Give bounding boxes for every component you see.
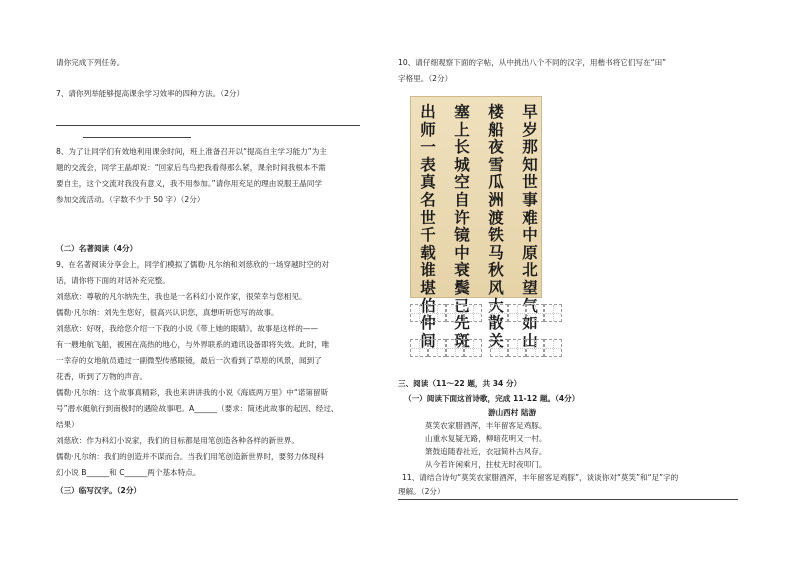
question-10-line-1: 10、请仔细观察下面的字帖，从中挑出八个不同的汉字，用楷书将它们写在“田” (398, 58, 667, 67)
intro-text: 请你完成下列任务。 (56, 58, 125, 67)
poem-title: 游山西村 陆游 (488, 408, 537, 417)
dialogue-line: 花香，听到了万物的声音。 (56, 372, 148, 381)
poem-line: 箫鼓追随春社近，衣冠简朴古风存。 (425, 447, 547, 456)
tianzige-cell[interactable] (544, 304, 562, 322)
poem-line: 山重水复疑无路，柳暗花明又一村。 (425, 434, 547, 443)
dialogue-line: 刘慈欣：尊敬的凡尔纳先生，我也是一名科幻小说作家，很荣幸与您相见。 (56, 292, 307, 301)
tianzige-cell[interactable] (526, 304, 544, 322)
subsection-heading-poem: （一）阅读下面这首诗歌，完成 11-12 题。（4分） (404, 394, 580, 403)
question-11-line-1: 11、请结合诗句“莫笑农家腊酒浑，丰年留客足鸡豚”，谈谈你对“莫笑”和“足”字的 (402, 473, 679, 482)
dialogue-line-blanks-bc: 幻小说 B______和 C______两个基本特点。 (56, 468, 201, 477)
answer-line (56, 125, 360, 126)
dialogue-line: 儒勒·凡尔纳：我们的创造并不谋而合。当我们用笔创造新世界时，要努力体现科 (56, 452, 325, 461)
calligraphy-column: 楼船夜雪瓜洲渡铁马秋风大散关 (488, 102, 504, 350)
poem-line: 从今若许闲乘月，拄杖无时夜叩门。 (425, 460, 547, 469)
section-heading-reading: 三、阅读（11～22 题，共 34 分） (398, 379, 522, 388)
dialogue-line: 有一艘地航飞船，被困在高热的地心，与外界联系的通讯设备即将失效。此时，唯 (56, 340, 330, 349)
answer-line (83, 137, 191, 138)
question-8-line-3: 要自主，这个交流对我没有意义，我不用参加。”请你用充足的理由说服王晶同学 (56, 179, 322, 188)
question-8-line-4: 参加交流活动。（字数不少于 50 字）（2分） (56, 195, 205, 204)
poem-line: 莫笑农家腊酒浑，丰年留客足鸡豚。 (425, 421, 547, 430)
calligraphy-column: 塞上长城空自许镜中衰鬓已先斑 (454, 102, 470, 350)
tianzige-cell[interactable] (428, 304, 446, 322)
dialogue-line: 刘慈欣：作为科幻小说家，我们的目标都是用笔创造各种各样的新世界。 (56, 436, 299, 445)
answer-line (398, 499, 738, 500)
tianzige-cell[interactable] (446, 339, 464, 357)
tianzige-cell[interactable] (508, 304, 526, 322)
dialogue-line: 刘慈欣：好呀，我给您介绍一下我的小说《带上她的眼睛》。故事是这样的—— (56, 324, 318, 333)
dialogue-line: 儒勒·凡尔纳：刘先生您好，很高兴认识您，真想听听您写的故事。 (56, 308, 279, 317)
question-9-line: 9、在名著阅读分享会上，同学们模拟了儒勒·凡尔纳和刘慈欣的一场穿越时空的对 (56, 260, 330, 269)
section-heading-classics: （二）名著阅读（4分） (56, 244, 138, 253)
question-9-line: 话，请你将下面的对话补充完整。 (56, 276, 170, 285)
tianzige-cell[interactable] (410, 339, 428, 357)
calligraphy-image (410, 96, 542, 350)
section-heading-copy: （三）临写汉字。（2分） (56, 486, 142, 495)
tianzige-cell[interactable] (410, 304, 428, 322)
dialogue-line: 儒勒·凡尔纳：这个故事真精彩，我也来讲讲我的小说《海底两万里》中“诺第留斯 (56, 388, 329, 397)
question-8-line-2: 题的交流会，同学王晶却说：“回家后鸟鸟把我看得那么紧，课余时间我根本不需 (56, 163, 326, 172)
question-11-line-2: 理解。（2分） (398, 487, 445, 496)
question-10-line-2: 字格里。（2分） (398, 74, 453, 83)
tianzige-row (410, 304, 562, 322)
dialogue-line-blank-a: 号”潜水艇航行到南极时的遇险故事吧。A______（要求：简述此故事的起因、经过、 (56, 404, 339, 413)
question-7: 7、请你列举能够提高课余学习效率的四种方法。（2分） (56, 89, 245, 98)
tianzige-cell[interactable] (508, 339, 526, 357)
tianzige-row (410, 339, 562, 357)
tianzige-cell[interactable] (526, 339, 544, 357)
tianzige-cell[interactable] (428, 339, 446, 357)
tianzige-cell[interactable] (464, 339, 482, 357)
calligraphy-column: 出师一表真名世千载谁堪伯仲间 (420, 102, 436, 350)
dialogue-line: 一幸存的女地航员通过一副微型传感眼镜，最后一次看到了草原的风景，闻到了 (56, 356, 322, 365)
dialogue-line: 结果） (56, 420, 79, 429)
calligraphy-column: 早岁那知世事难中原北望气如山 (522, 102, 538, 350)
tianzige-cell[interactable] (544, 339, 562, 357)
tianzige-cell[interactable] (490, 339, 508, 357)
question-8-line-1: 8、为了让同学们有效地利用课余时间，班上准备召开以“提高自主学习能力”为主 (56, 147, 327, 156)
tianzige-cell[interactable] (446, 304, 464, 322)
tianzige-cell[interactable] (464, 304, 482, 322)
tianzige-cell[interactable] (490, 304, 508, 322)
